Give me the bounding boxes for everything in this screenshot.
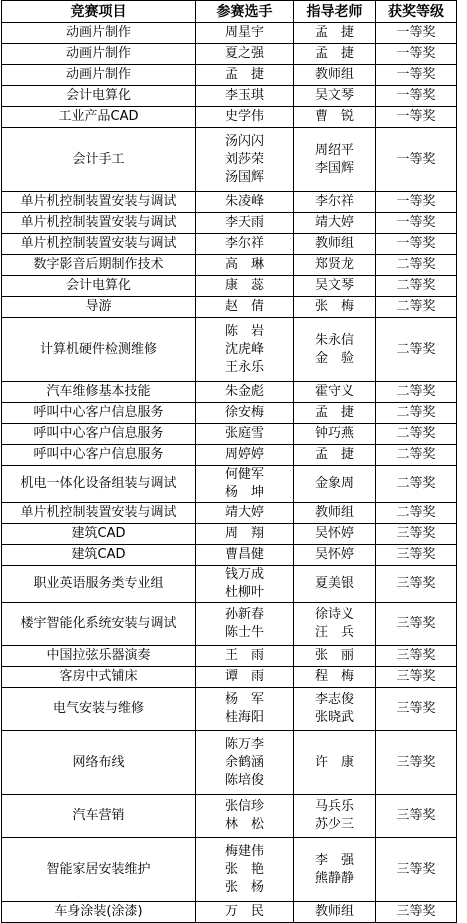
table-row [2,795,457,838]
table-row [2,731,457,795]
cell-player [196,44,294,65]
cell-player [196,646,294,667]
header-player: 参赛选手 [196,1,294,23]
cell-teacher-line: 霍守义 [314,384,354,399]
cell-player-line: 李玉琪 [224,88,264,103]
cell-project: 电气安装与维修 [2,688,196,731]
cell-player-line: 孟 捷 [224,67,264,82]
cell-player [196,86,294,107]
cell-teacher-line: 李国辉 [314,160,354,176]
cell-player-line: 汤国辉 [224,169,264,185]
cell-teacher [294,403,376,424]
table-row [2,65,457,86]
cell-project: 建筑CAD [2,545,196,566]
cell-player [196,603,294,646]
cell-player [196,276,294,297]
cell-teacher [294,276,376,297]
cell-teacher-line: 徐诗义 [314,607,354,622]
table-row [2,382,457,403]
cell-player-line: 杨 军 [224,692,264,707]
cell-player [196,667,294,688]
cell-award: 一等奖 [376,128,457,192]
cell-player-line: 刘莎荣 [224,151,264,167]
cell-player-line: 万 民 [224,904,264,919]
cell-award: 二等奖 [376,503,457,524]
cell-teacher-line: 孟 捷 [314,447,354,462]
cell-teacher-line: 教师组 [314,904,354,919]
cell-teacher-line: 吴怀婷 [314,526,354,541]
cell-award: 二等奖 [376,297,457,318]
cell-player-line: 陈培俊 [224,772,264,788]
table-row [2,545,457,566]
table-row [2,318,457,382]
cell-award: 三等奖 [376,524,457,545]
cell-project: 动画片制作 [2,65,196,86]
cell-player-line: 靖大婷 [224,505,264,520]
cell-player-line: 余鹤涵 [224,754,264,770]
cell-teacher [294,318,376,382]
table-row [2,646,457,667]
cell-award: 二等奖 [376,403,457,424]
cell-player [196,503,294,524]
cell-teacher-line: 教师组 [314,67,354,82]
table-row [2,213,457,234]
table-row [2,667,457,688]
cell-project: 数字影音后期制作技术 [2,255,196,276]
cell-player-line: 梅建伟 [224,843,264,859]
cell-teacher-line: 李 强 [314,852,354,868]
cell-player [196,403,294,424]
table-row [2,466,457,503]
cell-player [196,192,294,213]
cell-project: 会计电算化 [2,276,196,297]
cell-teacher [294,646,376,667]
cell-player [196,902,294,923]
table-row [2,403,457,424]
cell-player [196,255,294,276]
cell-player-line: 王永乐 [224,359,264,375]
cell-award: 三等奖 [376,646,457,667]
cell-project: 车身涂装(涂漆) [2,902,196,923]
cell-player [196,545,294,566]
cell-teacher [294,545,376,566]
cell-player-line: 孙新春 [224,607,264,622]
cell-player-line: 周 翔 [224,526,264,541]
cell-award: 三等奖 [376,667,457,688]
cell-player-line: 谭 雨 [224,669,264,684]
cell-project: 呼叫中心客户信息服务 [2,424,196,445]
cell-player-line: 张 艳 [224,861,264,877]
cell-player-line: 何健军 [224,467,264,482]
cell-player [196,795,294,838]
cell-award: 三等奖 [376,603,457,646]
cell-project: 导游 [2,297,196,318]
cell-player-line: 杨 坤 [224,485,264,500]
table-row [2,23,457,44]
cell-teacher-line: 汪 兵 [314,625,354,640]
cell-player-line: 徐安梅 [224,405,264,420]
cell-teacher-line: 曹 锐 [314,109,354,124]
cell-project: 汽车维修基本技能 [2,382,196,403]
cell-player-line: 张 杨 [224,879,264,895]
cell-project: 建筑CAD [2,524,196,545]
cell-player [196,688,294,731]
cell-project: 单片机控制装置安装与调试 [2,213,196,234]
cell-teacher-line: 孟 捷 [314,405,354,420]
cell-teacher [294,795,376,838]
cell-award: 二等奖 [376,318,457,382]
cell-award: 二等奖 [376,276,457,297]
cell-teacher [294,213,376,234]
table-row [2,603,457,646]
cell-project: 职业英语服务类专业组 [2,566,196,603]
cell-teacher [294,445,376,466]
cell-player-line: 王 雨 [224,648,264,663]
cell-teacher-line: 吴怀婷 [314,547,354,562]
cell-teacher [294,23,376,44]
cell-player-line: 杜柳叶 [224,585,264,600]
cell-player-line: 陈 岩 [224,323,264,339]
cell-teacher [294,44,376,65]
cell-award: 三等奖 [376,795,457,838]
cell-teacher-line: 朱永信 [314,332,354,348]
cell-teacher-line: 马兵乐 [314,799,354,814]
cell-teacher [294,902,376,923]
cell-project: 智能家居安装维护 [2,838,196,902]
cell-project: 单片机控制装置安装与调试 [2,503,196,524]
cell-player-line: 史学伟 [224,109,264,124]
cell-award: 一等奖 [376,86,457,107]
table-row [2,128,457,192]
cell-teacher-line: 钟巧燕 [314,426,354,441]
cell-project: 会计电算化 [2,86,196,107]
cell-teacher-line: 李尔祥 [314,194,354,209]
cell-award: 一等奖 [376,107,457,128]
cell-teacher-line: 金 验 [314,350,354,366]
cell-teacher [294,255,376,276]
cell-player-line: 林 松 [224,817,264,832]
cell-player [196,466,294,503]
cell-player [196,297,294,318]
cell-award: 一等奖 [376,234,457,255]
cell-teacher [294,838,376,902]
cell-teacher-line: 张 梅 [314,299,354,314]
table-row [2,902,457,923]
cell-player-line: 曹昌健 [224,547,264,562]
cell-player-line: 康 蕊 [224,278,264,293]
cell-teacher-line: 周绍平 [314,142,354,158]
table-row [2,276,457,297]
cell-player-line: 沈虎峰 [224,341,264,357]
cell-teacher-line: 教师组 [314,236,354,251]
cell-player [196,128,294,192]
cell-award: 一等奖 [376,213,457,234]
cell-teacher [294,107,376,128]
cell-player [196,445,294,466]
cell-teacher [294,503,376,524]
cell-player-line: 钱万成 [224,567,264,582]
cell-award: 二等奖 [376,445,457,466]
table-row [2,192,457,213]
cell-project: 单片机控制装置安装与调试 [2,192,196,213]
cell-teacher [294,65,376,86]
cell-teacher-line: 郑贤龙 [314,257,354,272]
table-row [2,424,457,445]
cell-player-line: 陈士牛 [224,625,264,640]
table-row [2,44,457,65]
cell-project: 楼宇智能化系统安装与调试 [2,603,196,646]
cell-award: 一等奖 [376,65,457,86]
cell-teacher-line: 靖大婷 [314,215,354,230]
cell-player [196,234,294,255]
table-row [2,234,457,255]
cell-teacher [294,524,376,545]
cell-award: 二等奖 [376,466,457,503]
cell-project: 汽车营销 [2,795,196,838]
cell-teacher-line: 李志俊 [314,692,354,707]
cell-teacher [294,86,376,107]
cell-project: 网络布线 [2,731,196,795]
cell-award: 二等奖 [376,255,457,276]
cell-award: 一等奖 [376,192,457,213]
cell-teacher [294,297,376,318]
cell-player-line: 高 琳 [224,257,264,272]
cell-project: 机电一体化设备组装与调试 [2,466,196,503]
cell-player [196,524,294,545]
cell-teacher-line: 孟 捷 [314,25,354,40]
cell-player-line: 周星宇 [224,25,264,40]
cell-player [196,424,294,445]
cell-teacher [294,603,376,646]
header-award: 获奖等级 [376,1,457,23]
table-row [2,838,457,902]
cell-player-line: 夏之强 [224,46,264,61]
cell-teacher-line: 教师组 [314,505,354,520]
cell-teacher [294,424,376,445]
cell-player [196,65,294,86]
table-row [2,524,457,545]
cell-player-line: 桂海阳 [224,710,264,725]
cell-teacher-line: 熊静静 [314,870,354,886]
cell-player-line: 陈万李 [224,736,264,752]
cell-teacher [294,382,376,403]
cell-player [196,566,294,603]
header-row [2,1,457,23]
header-project: 竞赛项目 [2,1,196,23]
cell-award: 三等奖 [376,731,457,795]
cell-award: 三等奖 [376,545,457,566]
cell-award: 三等奖 [376,838,457,902]
cell-award: 三等奖 [376,688,457,731]
cell-award: 二等奖 [376,382,457,403]
cell-teacher [294,192,376,213]
cell-project: 动画片制作 [2,44,196,65]
cell-teacher-line: 程 梅 [314,669,354,684]
table-row [2,297,457,318]
cell-player-line: 朱金彪 [224,384,264,399]
table-row [2,503,457,524]
table-row [2,445,457,466]
cell-project: 会计手工 [2,128,196,192]
cell-player-line: 张庭雪 [224,426,264,441]
cell-project: 中国拉弦乐器演奏 [2,646,196,667]
cell-player-line: 张信珍 [224,799,264,814]
awards-body [2,23,457,923]
cell-player [196,838,294,902]
cell-teacher [294,566,376,603]
cell-teacher [294,466,376,503]
cell-teacher-line: 夏美银 [314,576,354,591]
table-row [2,566,457,603]
cell-teacher [294,688,376,731]
cell-award: 一等奖 [376,23,457,44]
cell-teacher-line: 张晓武 [314,710,354,725]
cell-project: 单片机控制装置安装与调试 [2,234,196,255]
cell-teacher [294,234,376,255]
cell-teacher [294,128,376,192]
cell-teacher-line: 金象周 [314,476,354,491]
cell-teacher [294,667,376,688]
cell-teacher [294,731,376,795]
cell-player-line: 李尔祥 [224,236,264,251]
cell-project: 呼叫中心客户信息服务 [2,445,196,466]
cell-player-line: 赵 倩 [224,299,264,314]
table-row [2,255,457,276]
cell-teacher-line: 苏少三 [314,817,354,832]
cell-player-line: 周婷婷 [224,447,264,462]
cell-player-line: 李天雨 [224,215,264,230]
cell-award: 二等奖 [376,424,457,445]
cell-award: 一等奖 [376,44,457,65]
header-teacher: 指导老师 [294,1,376,23]
table-row [2,86,457,107]
cell-project: 呼叫中心客户信息服务 [2,403,196,424]
cell-player-line: 汤闪闪 [224,133,264,149]
table-row [2,107,457,128]
cell-player [196,318,294,382]
cell-player [196,107,294,128]
cell-award: 三等奖 [376,566,457,603]
table-row [2,688,457,731]
cell-project: 计算机硬件检测维修 [2,318,196,382]
cell-player [196,731,294,795]
cell-player [196,23,294,44]
cell-player [196,213,294,234]
cell-teacher-line: 吴文琴 [314,278,354,293]
cell-teacher-line: 张 丽 [314,648,354,663]
cell-award: 三等奖 [376,902,457,923]
cell-player [196,382,294,403]
cell-project: 动画片制作 [2,23,196,44]
awards-table [1,0,457,923]
cell-teacher-line: 吴文琴 [314,88,354,103]
cell-player-line: 朱凌峰 [224,194,264,209]
cell-teacher-line: 孟 捷 [314,46,354,61]
cell-project: 工业产品CAD [2,107,196,128]
cell-project: 客房中式铺床 [2,667,196,688]
cell-teacher-line: 许 康 [314,754,354,770]
